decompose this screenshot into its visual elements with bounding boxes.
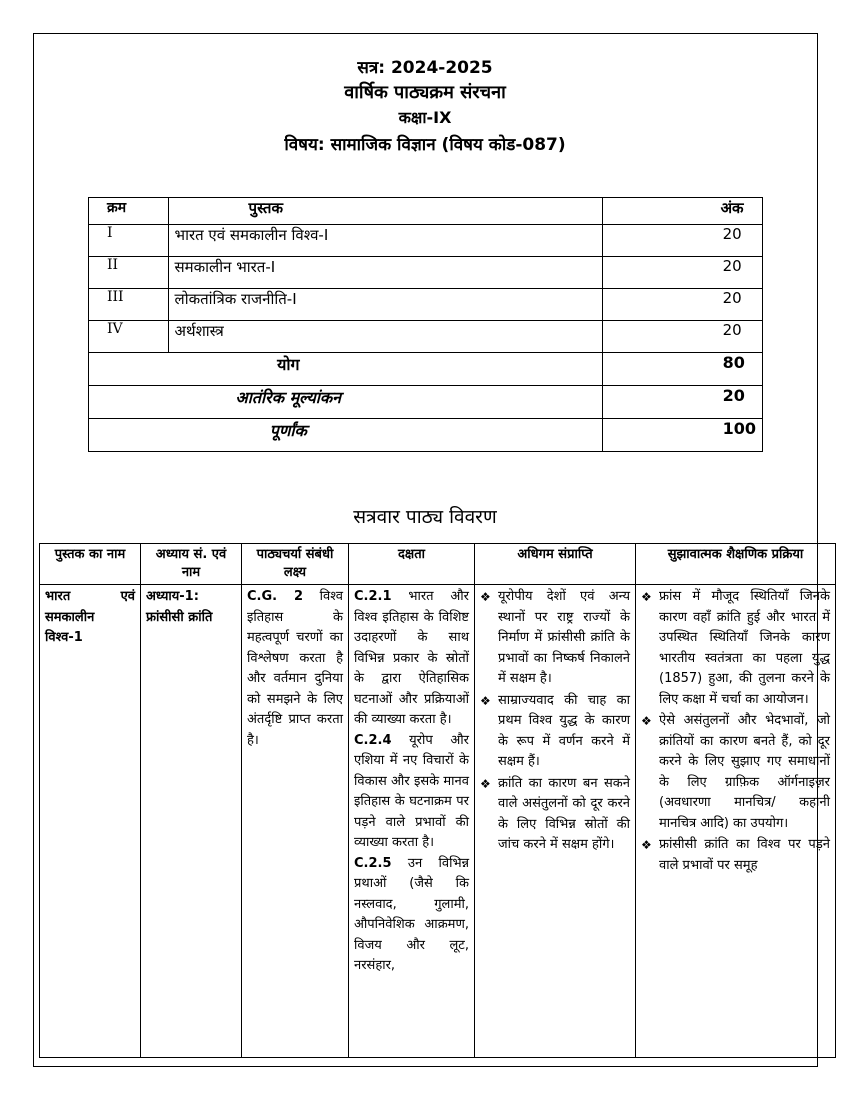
total-value: 80 [602,353,762,386]
syllabus-table [39,543,836,1058]
curricular-goal-cell [242,585,349,1058]
outcome-text: क्रांति का कारण बन सकने वाले असंतुलनों को दूर करने के लिए विभिन्न स्रोतों की जांच करने में सक्षम होंगे। [498,775,630,852]
outcome-text: यूरोपीय देशों एवं अन्य स्थानों पर राष्ट्र राज्यों के निर्माण में फ्रांसीसी क्रांति के प्रभावों का निष्कर्ष निकालने में सक्षम है। [498,589,630,686]
marks-cell: 20 [602,289,762,321]
structure-heading: वार्षिक पाठ्यक्रम संरचना [344,82,506,103]
diamond-bullet-icon: ❖ [641,590,652,604]
pedagogy-cell [636,585,836,1058]
internal-assessment-value: 20 [602,386,762,419]
grand-total-value: 100 [602,419,762,452]
marks-cell: 20 [602,321,762,353]
book-name-text: भारत एवं समकालीन विश्व-1 [45,589,135,645]
marks-table [88,197,763,452]
total-row [89,353,763,386]
col-header-book-name: पुस्तक का नाम [40,544,141,585]
col-header-marks: अंक [602,198,762,225]
pedagogy-text: ऐसे असंतुलनों और भेदभावों, जो क्रांतियों का कारण बनते हैं, को दूर करने के लिए सुझाए गए समाधानों के लिए ग्राफ़िक ऑर्गनाइज़र (अवधारणा मानचित्र/ कहानी मानचित्र आदि) का उपयोग। [659,713,830,831]
goal-text: विश्व इतिहास के महत्वपूर्ण चरणों का विश्लेषण करता है और वर्तमान दुनिया को समझने के लिए अंतर्दृष्टि प्राप्त करता है। [247,589,343,748]
serial-cell: II [89,257,169,289]
book-name-cell [40,585,141,1058]
serial-cell: IV [89,321,169,353]
book-cell: समकालीन भारत-I [168,257,602,289]
serial-cell: I [89,225,169,257]
diamond-bullet-icon: ❖ [480,776,491,791]
book-cell: लोकतांत्रिक राजनीति-I [168,289,602,321]
diamond-bullet-icon: ❖ [480,590,491,604]
marks-header-row [89,198,763,225]
marks-cell: 20 [602,257,762,289]
total-label: योग [89,353,603,386]
table-row [40,585,836,1058]
diamond-bullet-icon: ❖ [641,838,652,852]
list-item [480,691,630,773]
table-row [89,225,763,257]
col-header-curricular-goal: पाठ्यचर्या संबंधी लक्ष्य [242,544,349,585]
table-row [89,289,763,321]
chapter-text: अध्याय-1: फ्रांसीसी क्रांति [146,589,213,625]
diamond-bullet-icon: ❖ [480,693,491,708]
col-header-competency: दक्षता [349,544,475,585]
marks-cell: 20 [602,225,762,257]
table-row [89,257,763,289]
diamond-bullet-icon: ❖ [641,714,652,728]
list-item [480,774,630,856]
grand-total-row [89,419,763,452]
competency-text: उन विभिन्न प्रथाओं (जैसे कि नस्लवाद, गुलामी, औपनिवेशिक आक्रमण, विजय और लूट, नरसंहार, [354,855,469,973]
serial-cell: III [89,289,169,321]
table-row [89,321,763,353]
competency-code: C.2.5 [354,855,392,871]
col-header-book: पुस्तक [168,198,602,225]
pedagogy-text: फ्रांसीसी क्रांति का विश्व पर पड़ने वाले प्रभावों पर समूह [659,837,830,873]
subject-heading: विषय: सामाजिक विज्ञान (विषय कोड-087) [284,135,566,155]
grand-total-label: पूर्णांक [89,419,603,452]
col-header-serial: क्रम [89,198,169,225]
col-header-learning-outcome: अधिगम संप्राप्ति [475,544,636,585]
list-item [480,587,630,690]
chapter-cell [141,585,242,1058]
learning-outcome-cell [475,585,636,1058]
list-item [641,711,830,834]
internal-assessment-label: आतंरिक मूल्यांकन [89,386,603,419]
internal-assessment-row [89,386,763,419]
list-item [641,835,830,876]
competency-text: भारत और विश्व इतिहास के विशिष्ट उदाहरणों के साथ विभिन्न प्रकार के स्रोतों के द्वारा ऐतिहासिक घटनाओं और प्रक्रियाओं की व्याख्या करता है। [354,589,469,727]
competency-code: C.2.4 [354,732,392,748]
section-title: सत्रवार पाठ्य विवरण [353,506,497,528]
class-heading: कक्षा-IX [398,108,452,127]
syllabus-header-row [40,544,836,585]
book-cell: भारत एवं समकालीन विश्व-I [168,225,602,257]
competency-cell [349,585,475,1058]
col-header-chapter: अध्याय सं. एवं नाम [141,544,242,585]
pedagogy-text: फ्रांस में मौजूद स्थितियाँ जिनके कारण वहाँ क्रांति हुई और भारत में उपस्थित स्थितियाँ जिनके कारण भारतीय स्वतंत्रता का पहला युद्ध (1857) हुआ, की तुलना करने के लिए कक्षा में चर्चा का आयोजन। [659,589,830,707]
goal-code: C.G. 2 [247,589,304,604]
book-cell: अर्थशास्त्र [168,321,602,353]
session-heading: सत्र: 2024-2025 [357,58,493,78]
competency-text: यूरोप और एशिया में नए विचारों के विकास और इसके मानव इतिहास के घटनाक्रम पर पड़ने वाले प्रभावों की व्याख्या करता है। [354,732,469,850]
outcome-text: साम्राज्यवाद की चाह का प्रथम विश्व युद्ध के कारण के रूप में वर्णन करने में सक्षम हैं। [498,692,630,769]
col-header-pedagogy: सुझावात्मक शैक्षणिक प्रक्रिया [636,544,836,585]
list-item [641,587,830,710]
competency-code: C.2.1 [354,589,392,604]
